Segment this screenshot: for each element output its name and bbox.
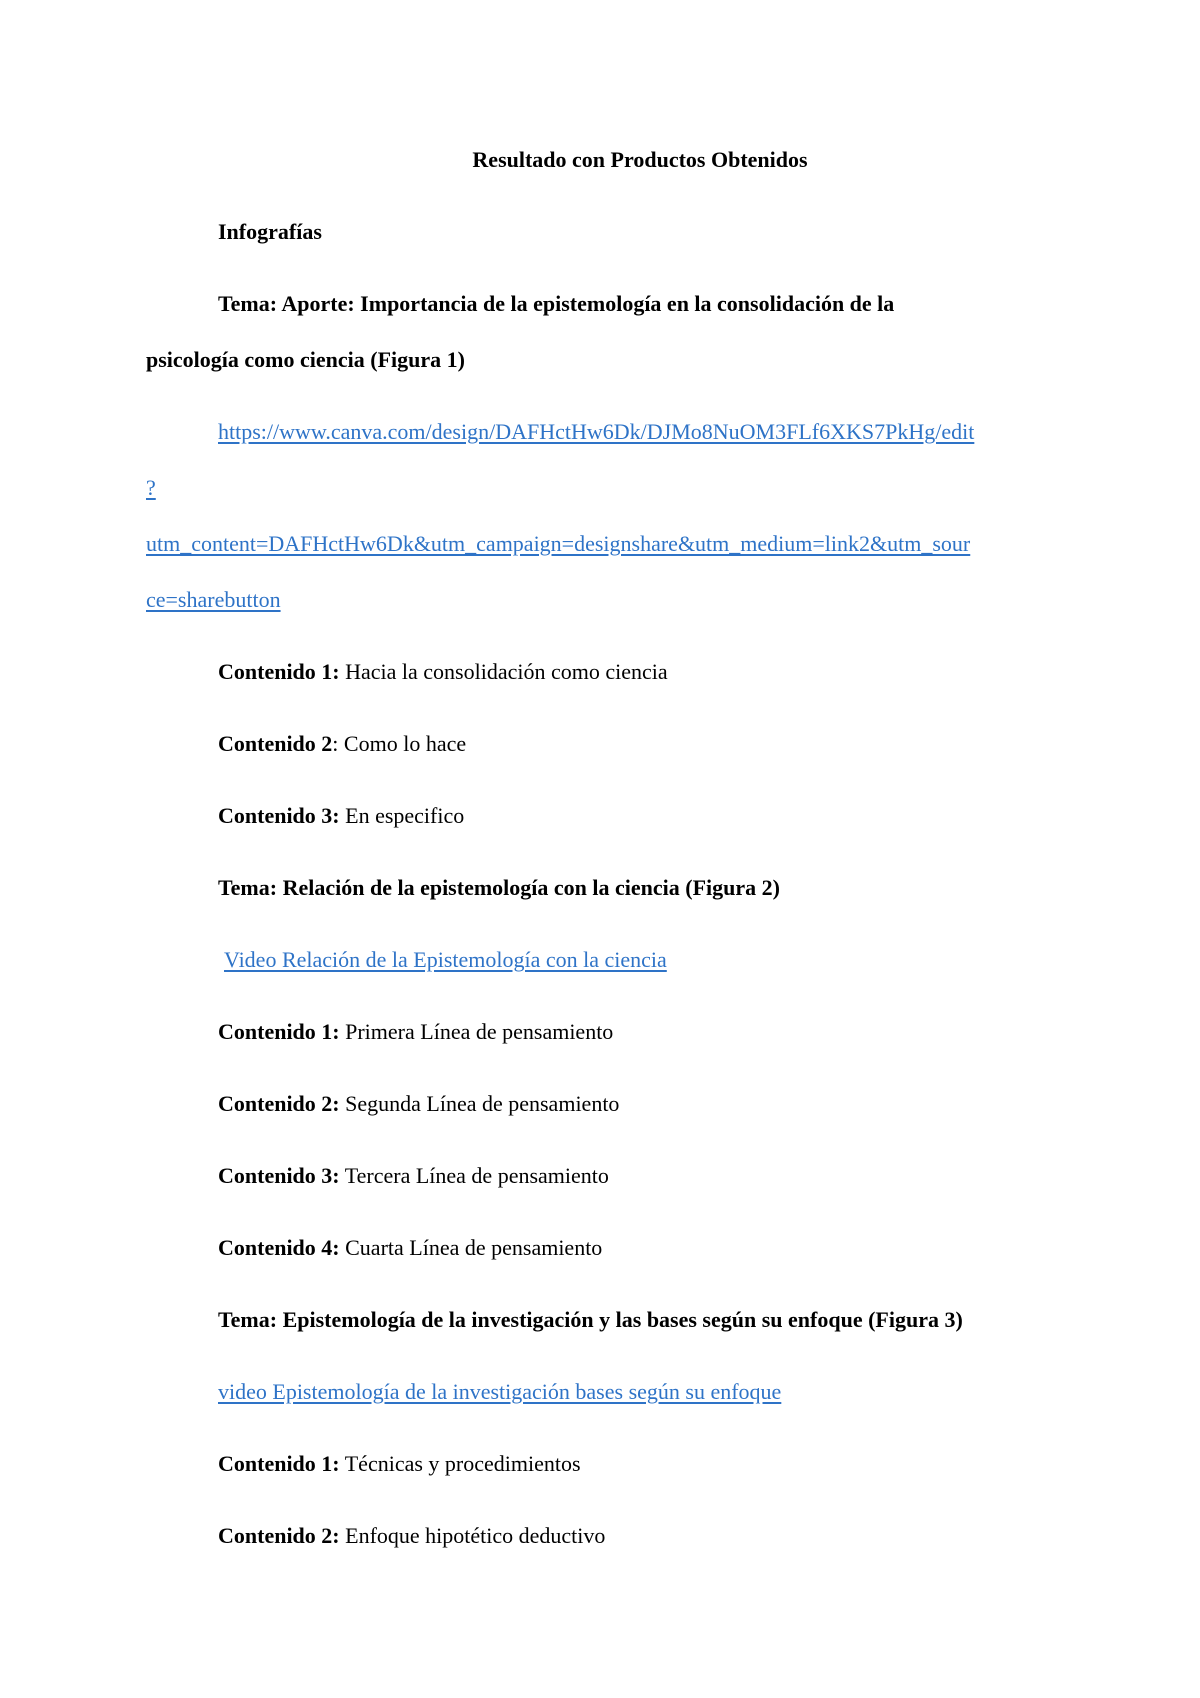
section-heading: Infografías: [218, 219, 322, 244]
topic-3-content-1: [218, 1450, 581, 1478]
content-label: Contenido 2:: [218, 1523, 340, 1548]
content-text: Como lo hace: [343, 731, 467, 756]
content-label: Contenido 1:: [218, 1019, 340, 1044]
content-text: Cuarta Línea de pensamiento: [345, 1235, 603, 1260]
topic-1-link-line2[interactable]: [146, 474, 156, 502]
topic-3-title: [218, 1306, 963, 1334]
topic-2-title: [218, 874, 780, 902]
content-label: Contenido 3:: [218, 803, 340, 828]
canva-link[interactable]: https://www.canva.com/design/DAFHctHw6Dk/DJMo8NuOM3FLf6XKS7PkHg/edit: [218, 419, 975, 444]
content-text: Hacia la consolidación como ciencia: [345, 659, 668, 684]
topic-3-title-text: Epistemología de la investigación y las bases según su enfoque (Figura 3): [282, 1307, 963, 1332]
content-label: Contenido 1:: [218, 1451, 340, 1476]
content-text: Segunda Línea de pensamiento: [345, 1091, 620, 1116]
topic-1-link-line3[interactable]: [146, 530, 970, 558]
topic-2-content-2: [218, 1090, 619, 1118]
topic-2-link-row[interactable]: [224, 946, 667, 974]
topic-2-label: Tema:: [218, 875, 278, 900]
canva-link-cont-2[interactable]: utm_content=DAFHctHw6Dk&utm_campaign=designshare&utm_medium=link2&utm_sour: [146, 531, 971, 556]
content-label: Contenido 2: [218, 731, 333, 756]
canva-link-cont-1[interactable]: ?: [146, 475, 156, 500]
video-link-investigacion[interactable]: video Epistemología de la investigación bases según su enfoque: [218, 1379, 782, 1404]
topic-1-label: Tema:: [218, 291, 278, 316]
canva-link-cont-3[interactable]: ce=sharebutton: [146, 587, 281, 612]
topic-2-content-3: [218, 1162, 609, 1190]
document-title: Resultado con Productos Obtenidos: [472, 147, 808, 172]
content-text: Técnicas y procedimientos: [344, 1451, 581, 1476]
topic-2-content-4: [218, 1234, 602, 1262]
topic-2-title-text: Relación de la epistemología con la ciencia (Figura 2): [282, 875, 780, 900]
topic-1-title-line1: Aporte: Importancia de la epistemología en la consolidación de la: [281, 291, 895, 316]
topic-3-link-row[interactable]: [218, 1378, 781, 1406]
content-label: Contenido 2:: [218, 1091, 340, 1116]
topic-3-content-2: [218, 1522, 605, 1550]
content-label: Contenido 1:: [218, 659, 340, 684]
video-link-relacion[interactable]: Video Relación de la Epistemología con la ciencia: [224, 947, 667, 972]
topic-1-title: [218, 290, 894, 318]
topic-1-link-line4[interactable]: [146, 586, 281, 614]
content-label: Contenido 3:: [218, 1163, 340, 1188]
content-text: En especifico: [345, 803, 465, 828]
content-text: Tercera Línea de pensamiento: [344, 1163, 609, 1188]
topic-3-label: Tema:: [218, 1307, 278, 1332]
content-sep: :: [332, 731, 339, 756]
topic-2-content-1: [218, 1018, 613, 1046]
topic-1-content-3: [218, 802, 464, 830]
topic-1-link-line1[interactable]: [218, 418, 974, 446]
topic-1-content-1: [218, 658, 668, 686]
content-text: Enfoque hipotético deductivo: [345, 1523, 606, 1548]
content-label: Contenido 4:: [218, 1235, 340, 1260]
content-text: Primera Línea de pensamiento: [345, 1019, 614, 1044]
topic-1-content-2: [218, 730, 466, 758]
topic-1-title-line2: psicología como ciencia (Figura 1): [146, 347, 465, 372]
